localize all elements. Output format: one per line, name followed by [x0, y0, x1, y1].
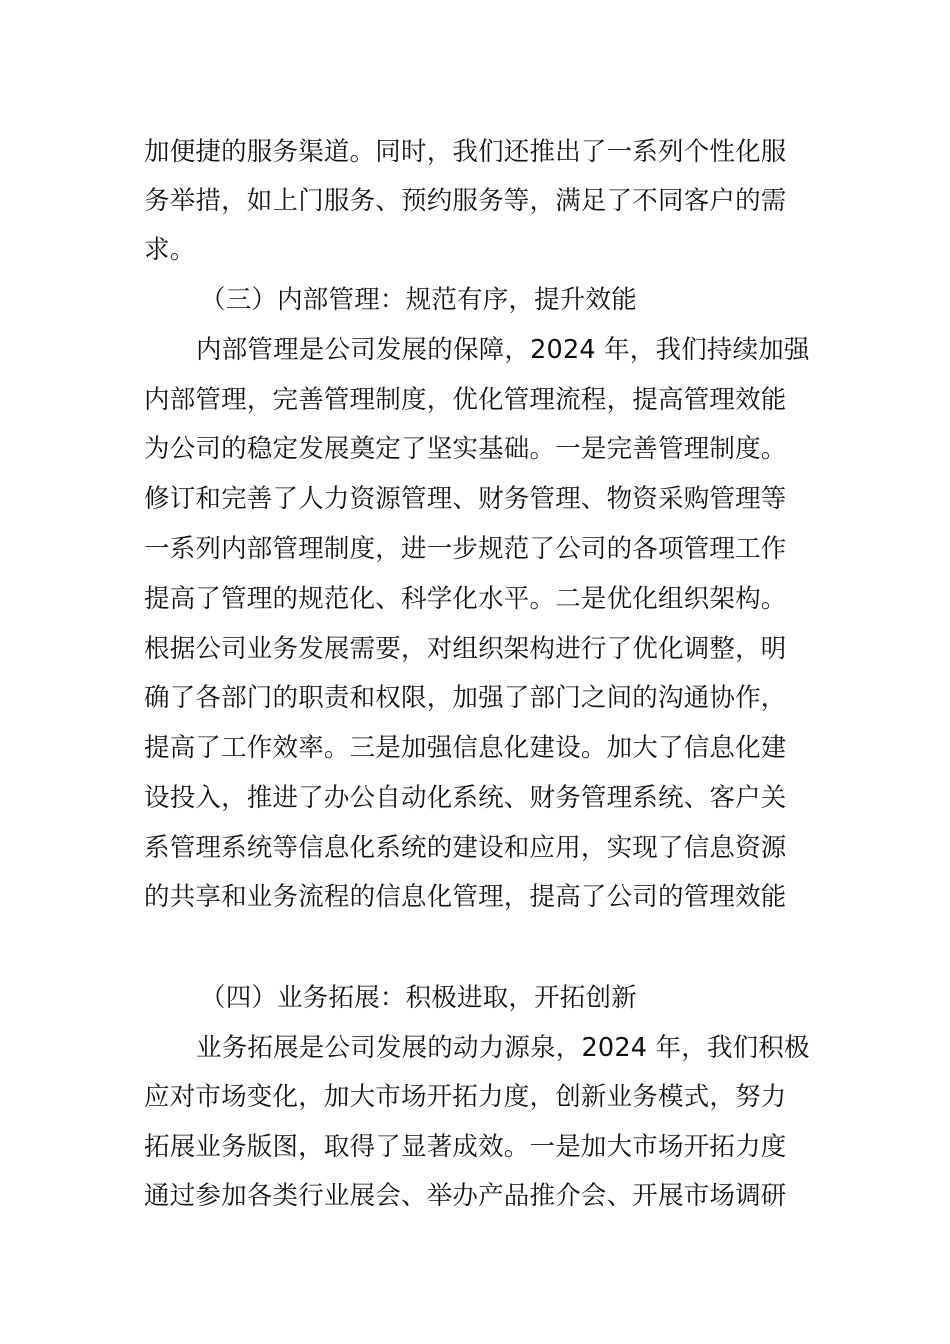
paragraph-line: 内部管理是公司发展的保障，2024 年，我们持续加强 — [196, 335, 810, 365]
paragraph-line: 务举措，如上门服务、预约服务等，满足了不同客户的需 — [144, 186, 787, 216]
paragraph-line: 业务拓展是公司发展的动力源泉，2024 年，我们积极 — [196, 1033, 810, 1063]
section-heading-3: （三）内部管理：规范有序，提升效能 — [200, 285, 637, 315]
paragraph-line: 一系列内部管理制度，进一步规范了公司的各项管理工作 — [144, 534, 787, 564]
paragraph-line: 修订和完善了人力资源管理、财务管理、物资采购管理等 — [144, 484, 787, 514]
paragraph-line: 拓展业务版图，取得了显著成效。一是加大市场开拓力度 — [144, 1132, 787, 1162]
paragraph-line: 提高了工作效率。三是加强信息化建设。加大了信息化建 — [144, 733, 787, 763]
paragraph-line: 的共享和业务流程的信息化管理，提高了公司的管理效能 — [144, 882, 787, 912]
paragraph-line: 应对市场变化，加大市场开拓力度，创新业务模式，努力 — [144, 1082, 787, 1112]
paragraph-line: 内部管理，完善管理制度，优化管理流程，提高管理效能 — [144, 385, 787, 415]
paragraph-line: 根据公司业务发展需要，对组织架构进行了优化调整，明 — [144, 634, 787, 664]
paragraph-line: 设投入，推进了办公自动化系统、财务管理系统、客户关 — [144, 783, 787, 813]
paragraph-line: 系管理系统等信息化系统的建设和应用，实现了信息资源 — [144, 833, 787, 863]
paragraph-line: 加便捷的服务渠道。同时，我们还推出了一系列个性化服 — [144, 137, 787, 167]
paragraph-line: 提高了管理的规范化、科学化水平。二是优化组织架构。 — [144, 584, 787, 614]
paragraph-line: 通过参加各类行业展会、举办产品推介会、开展市场调研 — [144, 1181, 787, 1211]
paragraph-line: 为公司的稳定发展奠定了坚实基础。一是完善管理制度。 — [144, 434, 787, 464]
paragraph-line: 求。 — [144, 235, 196, 265]
section-heading-4: （四）业务拓展：积极进取，开拓创新 — [200, 983, 637, 1013]
paragraph-line: 确了各部门的职责和权限，加强了部门之间的沟通协作， — [144, 683, 787, 713]
